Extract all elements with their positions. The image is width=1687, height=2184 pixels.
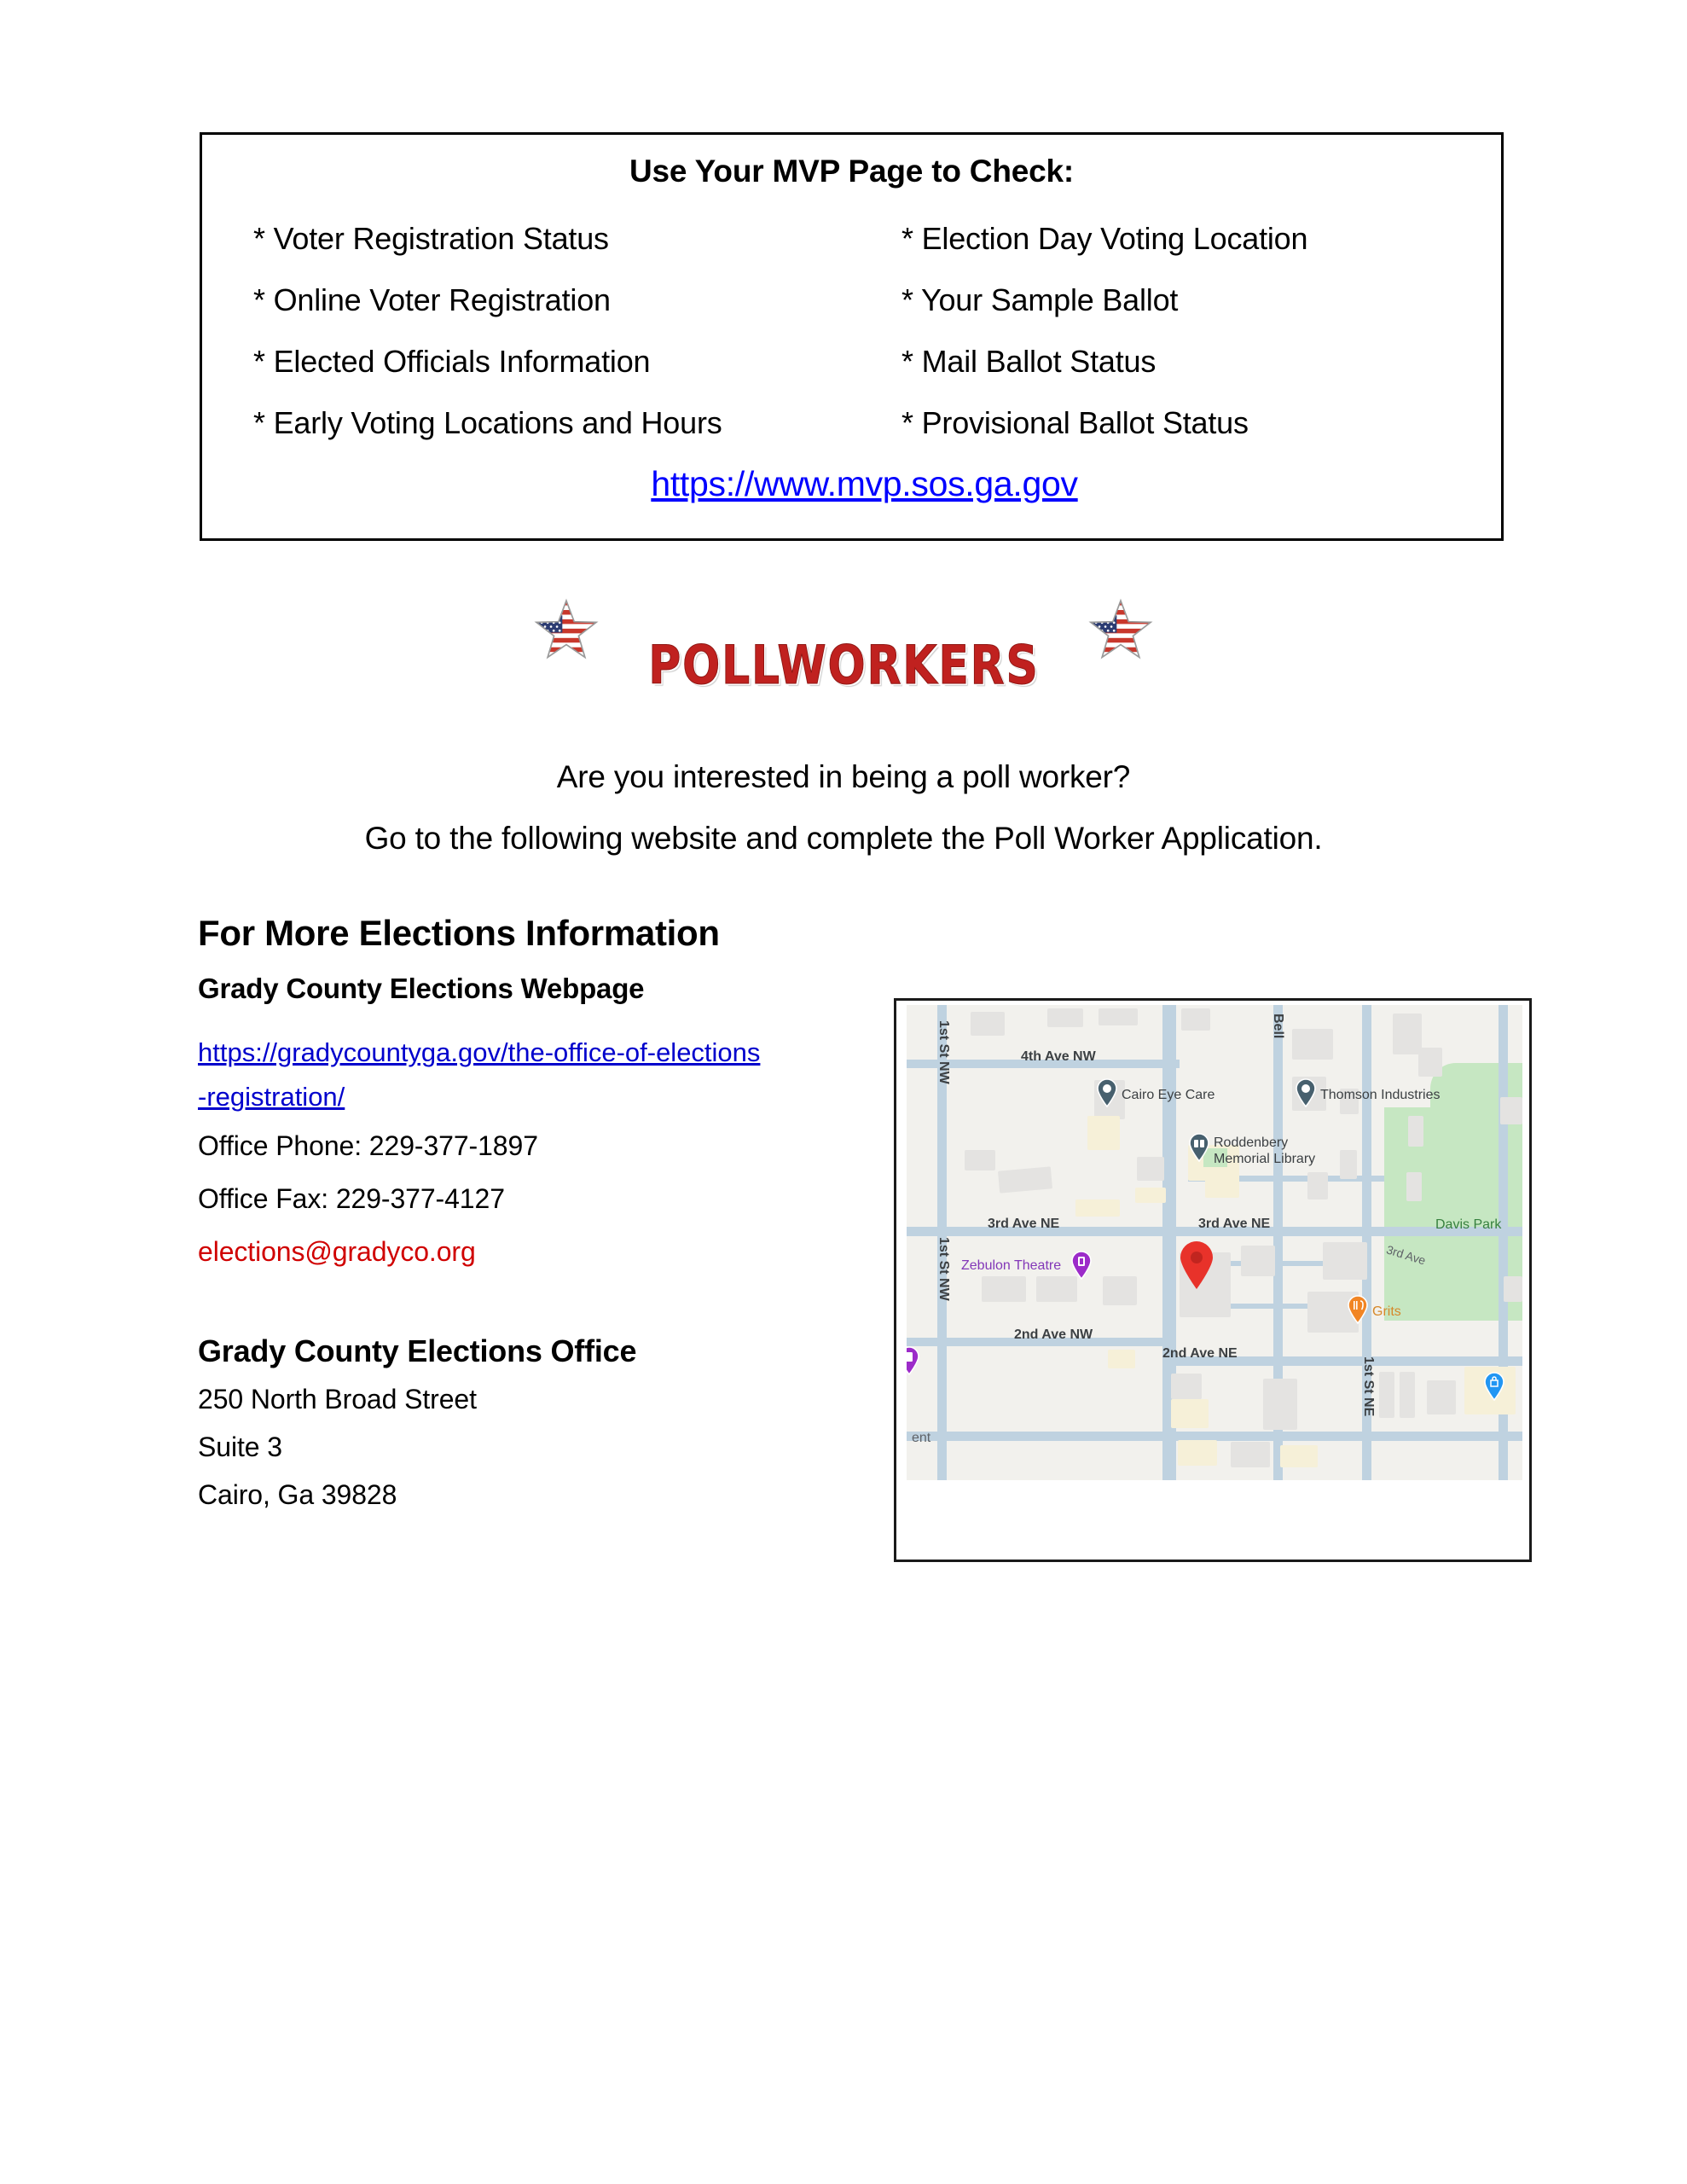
mvp-item-early-voting-locations-and-hours: * Early Voting Locations and Hours [253,405,722,440]
map-partial-label: ent [912,1431,931,1445]
address-suite: Suite 3 [198,1432,282,1462]
map-building [1087,1116,1120,1150]
map-building [1340,1150,1357,1179]
theatre-icon[interactable] [1070,1251,1093,1280]
map-building [1108,1350,1135,1368]
address-street: 250 North Broad Street [198,1384,477,1414]
map-building [1427,1380,1456,1414]
map-building [1393,1014,1422,1054]
street-label-2nd-ave-ne: 2nd Ave NE [1162,1346,1238,1361]
map-building [1379,1372,1394,1418]
mvp-item-elected-officials-information: * Elected Officials Information [253,344,651,379]
section-heading: For More Elections Information [198,913,720,953]
map-building [1181,1008,1210,1031]
map-building [1400,1372,1415,1418]
map-building [1137,1157,1164,1181]
map-building [1307,1172,1328,1199]
map-building [1406,1172,1422,1201]
mvp-item-election-day-voting-location: * Election Day Voting Location [901,221,1308,256]
map-building [1323,1242,1367,1280]
mvp-checklist-right-column [901,208,1481,454]
map-building [1205,1176,1239,1198]
office-phone: Office Phone: 229-377-1897 [198,1130,538,1161]
poi-label-zebulon-theatre: Zebulon Theatre [961,1258,1062,1273]
street-label-1st-st-ne: 1st St NE [1361,1356,1376,1417]
office-subheading: Grady County Elections Office [198,1333,637,1368]
map-building [965,1150,995,1170]
map-building [1103,1276,1137,1305]
map-building [1178,1440,1217,1466]
office-fax: Office Fax: 229-377-4127 [198,1183,505,1214]
poi-label-davis-park: Davis Park [1435,1217,1502,1232]
map-building [1500,1097,1522,1124]
map-building [971,1012,1005,1036]
map-building [1280,1445,1318,1467]
map-building [1135,1188,1166,1203]
map-building [1171,1374,1202,1399]
elections-information-section [198,911,812,1519]
grady-county-elections-webpage-link[interactable]: https://gradycountyga.gov/the-office-of-elections-registration/ [198,1037,761,1112]
street-label-1st-st-nw-upper: 1st St NW [936,1020,951,1084]
pollworker-prompt [0,746,1687,869]
book-icon[interactable] [1188,1133,1210,1162]
street-label-2nd-ave-nw: 2nd Ave NW [1014,1327,1093,1342]
pollworker-question: Are you interested in being a poll worker? [556,759,1131,794]
red-location-marker-icon[interactable] [1178,1240,1215,1290]
map-building [1036,1276,1077,1302]
mvp-website-link[interactable]: https://www.mvp.sos.ga.gov [651,464,1078,503]
mvp-item-mail-ballot-status: * Mail Ballot Status [901,344,1157,379]
address-city-state-zip: Cairo, Ga 39828 [198,1479,397,1510]
mvp-item-voter-registration-status: * Voter Registration Status [253,221,609,256]
office-location-map-frame [894,998,1532,1562]
map-building [1047,1008,1083,1027]
mvp-item-online-voter-registration: * Online Voter Registration [253,282,611,317]
pollworker-instruction: Go to the following website and complete the Poll Worker Application. [364,821,1323,856]
poi-label-thomson-industries: Thomson Industries [1320,1088,1441,1102]
office-location-map[interactable] [907,1005,1522,1480]
map-building [1263,1379,1297,1430]
mvp-checklist-left-column [253,208,901,454]
shopping-icon[interactable] [1483,1372,1505,1401]
circle-poi-icon[interactable] [1096,1078,1118,1107]
office-email[interactable]: elections@gradyco.org [198,1236,476,1267]
mvp-box-title: Use Your MVP Page to Check: [629,154,1074,189]
mvp-url-row [202,464,1501,504]
partial-theatre-icon[interactable] [907,1346,920,1375]
map-building [982,1276,1026,1302]
map-building [1075,1199,1120,1217]
poi-label-roddenbery-memorial-library [1214,1135,1315,1167]
map-building [1292,1029,1333,1060]
us-flag-star-left-icon [533,598,600,665]
poi-label-roddenbery-line2: Memorial Library [1214,1152,1316,1166]
mvp-checklist-columns [202,208,1501,454]
map-building [1418,1048,1442,1077]
pollworkers-logo-banner [0,573,1687,718]
mvp-item-your-sample-ballot: * Your Sample Ballot [901,282,1179,317]
street-label-bell: Bell [1271,1014,1285,1039]
mvp-info-box [200,132,1504,541]
street-label-3rd-ave-ne-east: 3rd Ave NE [1198,1217,1271,1231]
map-building [1408,1116,1423,1147]
map-building [1241,1246,1275,1276]
street-label-3rd-ave: 3rd Ave [1384,1242,1428,1268]
street-label-3rd-ave-ne-west: 3rd Ave NE [988,1217,1060,1231]
map-building [1231,1442,1270,1467]
map-building [998,1166,1052,1193]
circle-poi-icon[interactable] [1295,1078,1317,1107]
map-building [1171,1399,1209,1428]
mvp-item-provisional-ballot-status: * Provisional Ballot Status [901,405,1249,440]
poi-label-grits: Grits [1372,1304,1401,1319]
webpage-subheading: Grady County Elections Webpage [198,973,645,1004]
poi-label-cairo-eye-care: Cairo Eye Care [1122,1088,1215,1102]
pollworkers-wordmark: POLLWORKERS [647,633,1040,696]
street-label-4th-ave-nw: 4th Ave NW [1021,1049,1096,1064]
us-flag-star-right-icon [1087,598,1154,665]
map-building [1504,1276,1522,1302]
map-building [1099,1008,1138,1025]
street-label-1st-st-nw-lower: 1st St NW [936,1237,951,1301]
restaurant-icon[interactable] [1347,1295,1369,1324]
poi-label-roddenbery-line1: Roddenbery [1214,1136,1289,1150]
